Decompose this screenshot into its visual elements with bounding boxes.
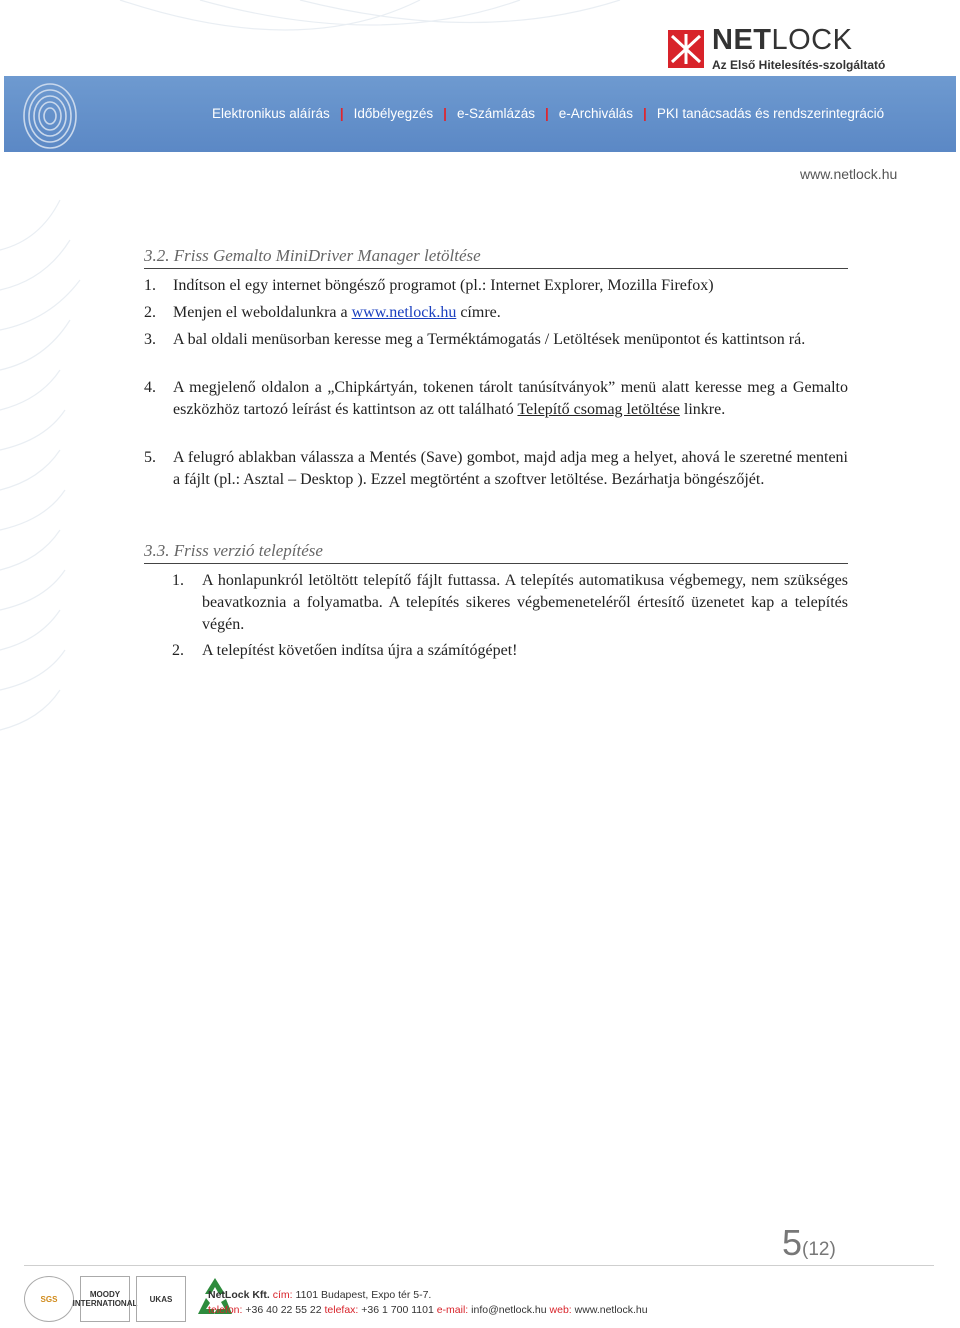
page-number	[782, 1222, 836, 1264]
nav-item-e-archivalas[interactable]: e-Archiválás	[558, 106, 634, 121]
list-item: 1. A honlapunkról letöltött telepítő fájlt futtassa. A telepítés automatikusa végbemegy, nem szükséges beavatkoznia a folyamatba. A telepítés sikeres végbemeneteléről értesítő üzenetet kap a telepítés végén.	[172, 572, 848, 633]
list-item: 5. A felugró ablakban válassza a Mentés (Save) gombot, majd adja meg a helyet, ahová le szeretné menteni a fájlt (pl.: Asztal – Desktop ). Ezzel megtörtént a szoftver letöltése. Bezárhatja böngészőjét.	[144, 449, 848, 488]
footer-fax: +36 1 700 1101	[361, 1304, 434, 1316]
nav-item-pki[interactable]: PKI tanácsadás és rendszerintegráció	[656, 106, 885, 121]
logo-lock: LOCK	[771, 24, 853, 56]
footer-badges	[24, 1276, 238, 1322]
sgs-badge-icon: SGS	[24, 1276, 74, 1322]
list-item: 2. Menjen el weboldalunkra a www.netlock.hu címre.	[144, 304, 501, 321]
page-current: 5	[782, 1222, 803, 1263]
list-item: 1. Indítson el egy internet böngésző programot (pl.: Internet Explorer, Mozilla Firefox)	[144, 277, 714, 294]
list-item: 3. A bal oldali menüsorban keresse meg a Terméktámogatás / Letöltések menüpontot és kattintson rá.	[144, 331, 806, 348]
download-package-link[interactable]: Telepítő csomag letöltése	[517, 401, 680, 418]
moody-badge-icon: MOODY INTERNATIONAL	[80, 1276, 130, 1322]
nav-item-elektronikus-alairas[interactable]: Elektronikus aláírás	[212, 106, 330, 121]
nav-item-e-szamlazas[interactable]: e-Számlázás	[456, 106, 535, 121]
list-item: 4. A megjelenő oldalon a „Chipkártyán, tokenen tárolt tanúsítványok” menü alatt keresse meg a Gemalto eszközhöz tartozó leírást és kattintson az ott található Telepítő csomag letöltése linkre.	[144, 379, 848, 418]
header-url[interactable]: www.netlock.hu	[800, 166, 898, 182]
logo-tagline: Az Első Hitelesítés-szolgáltató	[712, 58, 886, 72]
ukas-badge-icon: UKAS	[136, 1276, 186, 1322]
nav-item-idobelyegzes[interactable]: Időbélyegzés	[353, 106, 434, 121]
footer-divider	[24, 1265, 934, 1266]
footer-address: 1101 Budapest, Expo tér 5-7.	[295, 1289, 432, 1301]
netlock-logo	[668, 26, 885, 72]
logo-net: NET	[712, 24, 772, 56]
footer-company: NetLock Kft.	[208, 1289, 270, 1301]
footer-email[interactable]: info@netlock.hu	[471, 1304, 547, 1316]
section-title-3-3: 3.3. Friss verzió telepítése	[144, 541, 848, 564]
footer-phone: +36 40 22 55 22	[245, 1304, 322, 1316]
footer-web[interactable]: www.netlock.hu	[574, 1304, 648, 1316]
netlock-mark-icon	[668, 30, 704, 68]
section-title-3-2: 3.2. Friss Gemalto MiniDriver Manager letöltése	[144, 246, 848, 269]
fingerprint-icon	[20, 80, 80, 152]
page-total: (12)	[802, 1239, 836, 1260]
footer-contact: NetLock Kft. cím: 1101 Budapest, Expo tér 5-7. telefon: +36 40 22 55 22 telefax: +36 1 700 1101 e-mail: info@netlock.hu web: www.netlock.hu	[208, 1289, 648, 1316]
header-nav: Elektronikus aláírás | Időbélyegzés | e-Számlázás | e-Archiválás | PKI tanácsadás és rendszerintegráció	[212, 106, 885, 121]
netlock-link[interactable]: www.netlock.hu	[351, 304, 457, 321]
list-item: 2. A telepítést követően indítsa újra a számítógépet!	[172, 642, 518, 659]
